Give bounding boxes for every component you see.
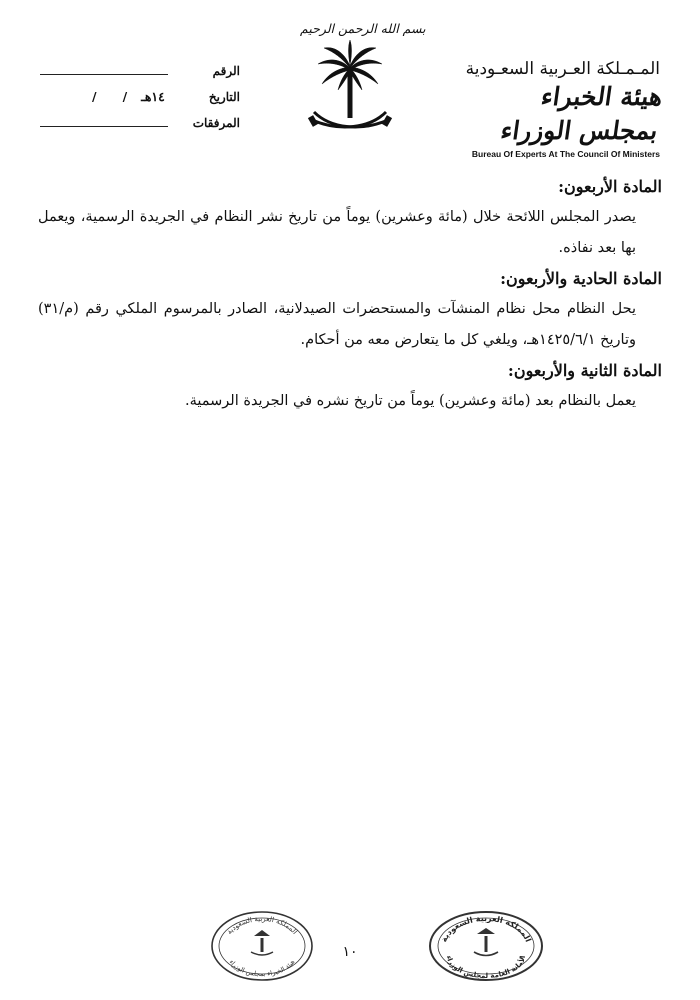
bureau-name-arabic: هيئة الخبراء بمجلس الوزراء [498, 82, 665, 145]
kingdom-name: المـمـلكة العـربية السعـودية [465, 59, 660, 79]
article-42-heading: المادة الثانية والأربعون: [507, 361, 662, 380]
date-year: ١٤هـ [141, 89, 165, 104]
official-stamp-left-icon [207, 908, 317, 983]
article-41-heading: المادة الحادية والأربعون: [500, 269, 662, 288]
article-41-text: يحل النظام محل نظام المنشآت والمستحضرات الصيدلانية، الصادر بالمرسوم الملكي رقم (م/٣١) وتاريخ ١٤٢٥/٦/١هـ، ويلغي كل ما يتعارض معه من أحكام. [38, 301, 636, 348]
bureau-name-english: Bureau Of Experts At The Council Of Ministers [471, 149, 660, 159]
stamp-right-top-text: المملكة العربية السعودية [439, 913, 533, 944]
letterhead-emblem [300, 20, 426, 145]
attachments-field [40, 114, 240, 140]
basmala-text: بسم الله الرحمن الرحيم [300, 21, 426, 36]
reference-fields [40, 62, 240, 140]
date-sep-1: / [92, 89, 97, 104]
article-40-text: يصدر المجلس اللائحة خلال (مائة وعشرين) يوماً من تاريخ نشر النظام في الجريدة الرسمية، ويعمل بها بعد نفاذه. [38, 209, 636, 256]
date-value [40, 89, 168, 104]
page-number: ١٠ [342, 944, 358, 960]
attachments-label: المرفقات [192, 116, 240, 130]
number-field [40, 62, 240, 88]
palm-swords-emblem-icon [300, 38, 400, 143]
stamp-left-bottom-text: هيئة الخبراء بمجلس الوزراء [227, 958, 297, 979]
attachments-line [40, 126, 168, 127]
number-line [40, 74, 168, 75]
article-40-heading: المادة الأربعون: [558, 177, 662, 196]
article-42-text: يعمل بالنظام بعد (مائة وعشرين) يوماً من تاريخ نشره في الجريدة الرسمية. [185, 393, 636, 409]
number-label: الرقم [212, 64, 240, 78]
official-stamp-right-icon [425, 908, 547, 983]
stamp-right-bottom-text: الأمانة العامة لمجلس الوزراء [444, 955, 528, 981]
stamp-left-top-text: المملكة العربية السعودية [225, 914, 299, 936]
date-sep-2: / [122, 89, 128, 104]
letterhead-issuer [460, 58, 665, 160]
document-body [38, 172, 662, 417]
date-label: التاريخ [208, 90, 240, 104]
date-field [40, 88, 240, 114]
